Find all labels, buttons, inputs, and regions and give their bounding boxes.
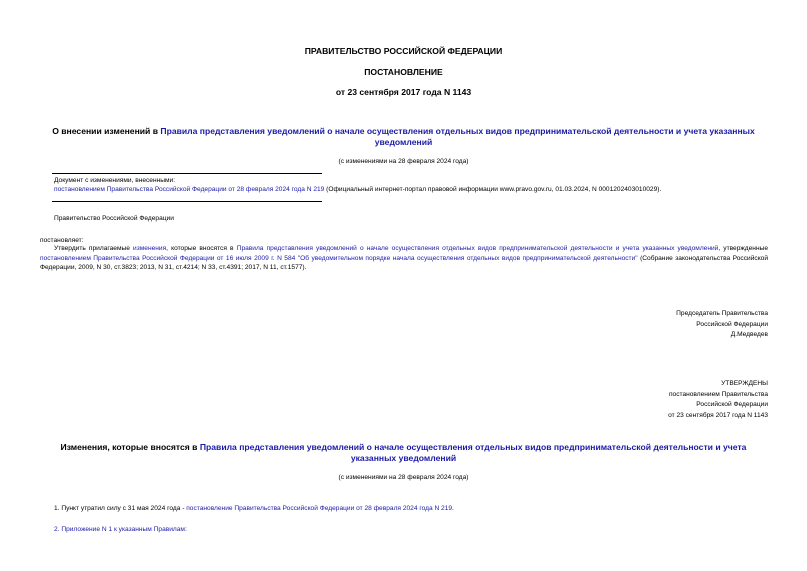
item-1-decree-link[interactable]: постановление Правительства Российской Федерации от 28 февраля 2024 года N 219 xyxy=(186,505,453,512)
decrees-word: постановляет: xyxy=(40,237,84,244)
divider-top xyxy=(52,173,322,174)
approved-line-1: УТВЕРЖДЕНЫ xyxy=(721,380,768,387)
divider-bottom xyxy=(52,201,322,202)
approved-block xyxy=(560,379,768,421)
p1-text-c: , утвержденные xyxy=(718,245,769,252)
document-title xyxy=(40,126,767,148)
signature-line-1: Председатель Правительства xyxy=(676,310,768,317)
item-1-end: . xyxy=(452,505,454,512)
issuer: Правительство Российской Федерации xyxy=(54,215,174,222)
changes-entry xyxy=(54,185,774,194)
title-rules-link[interactable]: Правила представления уведомлений о начале осуществления отдельных видов предпринимательской деятельности и учета указанных уведомлений xyxy=(160,126,755,147)
signature-line-2: Российской Федерации xyxy=(696,320,768,328)
approved-line-4: от 23 сентября 2017 года N 1143 xyxy=(668,411,768,419)
item-2-number: 2. xyxy=(54,526,62,533)
p1-text-b: , которые вносятся в xyxy=(166,245,237,252)
approved-line-3: Российской Федерации xyxy=(696,401,768,408)
doc-date: от 23 сентября 2017 года N 1143 xyxy=(335,87,472,97)
p1-changes-link[interactable]: изменения xyxy=(133,245,167,252)
p1-text-a: Утвердить прилагаемые xyxy=(54,245,134,252)
p1-text-d: (Собрание законодательства Российской Федерации, 2009, N 30, ст.3823; 2013, N 31, ст.4214; N 33, ст.4391; 2017, N 11, ст.1577). xyxy=(40,254,768,272)
changes-suffix: (Официальный интернет-портал правовой информации www.pravo.gov.ru, 01.03.2024, N 0001202403010029). xyxy=(324,186,662,193)
item-1 xyxy=(54,504,768,513)
p1-decree-584-link[interactable]: постановлением Правительства Российской Федерации от 16 июля 2009 г. N 584 "Об уведомительном порядке начала осуществления отдельных видов предпринимательской деятельности" xyxy=(40,254,638,262)
item-2-appendix-link[interactable]: Приложение N 1 к указанным Правилам xyxy=(61,526,185,533)
p1-rules-link[interactable]: Правила представления уведомлений о начале осуществления отдельных видов предпринимательской деятельности и учета указанных уведомлений xyxy=(236,245,719,252)
item-2 xyxy=(54,525,768,534)
title-edition: (с изменениями на 28 февраля 2024 года) xyxy=(338,158,469,165)
approved-line-2: постановлением Правительства xyxy=(668,390,768,398)
doc-type: ПОСТАНОВЛЕНИЕ xyxy=(364,67,443,77)
changes-decree-link[interactable]: постановлением Правительства Российской Федерации от 28 февраля 2024 года N 219 xyxy=(54,186,325,193)
paragraph-1 xyxy=(40,244,768,273)
title-prefix: О внесении изменений в xyxy=(52,126,161,136)
section-title-prefix: Изменения, которые вносятся в xyxy=(60,442,200,452)
section-edition: (с изменениями на 28 февраля 2024 года) xyxy=(338,474,469,481)
section-rules-link[interactable]: Правила представления уведомлений о начале осуществления отдельных видов предпринимательской деятельности и учета указанных уведомлений xyxy=(199,442,747,463)
item-2-end: : xyxy=(184,526,187,533)
section-title xyxy=(40,442,767,464)
changes-label: Документ с изменениями, внесенными: xyxy=(54,177,176,184)
signature-line-3: Д.Медведев xyxy=(730,331,768,338)
org-name: ПРАВИТЕЛЬСТВО РОССИЙСКОЙ ФЕДЕРАЦИИ xyxy=(304,46,503,56)
item-1-text: 1. Пункт утратил силу с 31 мая 2024 года - xyxy=(54,505,187,512)
signature-block xyxy=(560,309,768,341)
